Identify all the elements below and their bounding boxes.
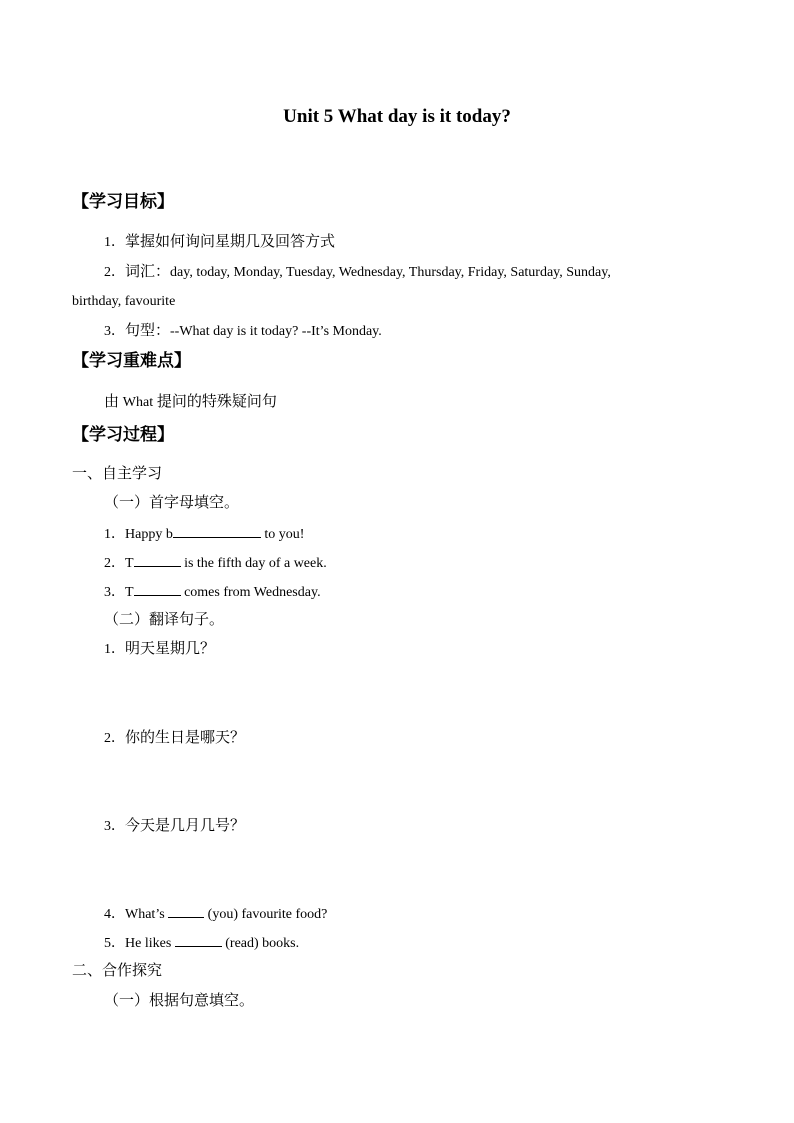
answer-blank xyxy=(168,905,204,918)
goal-item-3-number: 3． xyxy=(104,324,125,339)
fill-item-3: 3．T comes from Wednesday. xyxy=(104,585,321,600)
goal-item-1-text: 掌握如何询问星期几及回答方式 xyxy=(125,234,336,250)
goals-heading: 【学习目标】 xyxy=(72,192,174,211)
answer-blank xyxy=(134,554,181,567)
answer-blank xyxy=(175,934,222,947)
goal-item-1 xyxy=(104,233,335,252)
goal-item-3 xyxy=(104,322,382,341)
page-title: Unit 5 What day is it today? xyxy=(283,106,511,127)
answer-blank xyxy=(173,525,261,538)
goal-item-2-vocab-line-2: birthday, favourite xyxy=(72,294,176,309)
process-heading: 【学习过程】 xyxy=(72,425,174,444)
goal-item-2 xyxy=(104,263,611,282)
key-points-text: 由 What 提问的特殊疑问句 xyxy=(104,394,277,410)
translate-item-2: 2．你的生日是哪天？ xyxy=(104,730,246,746)
goal-item-1-number: 1． xyxy=(104,235,125,250)
subsection-1-title: （一）首字母填空。 xyxy=(104,495,240,511)
goal-item-2-number: 2． xyxy=(104,265,125,280)
goal-item-2-prefix: 词汇： xyxy=(125,264,171,280)
section-1-title: 一、自主学习 xyxy=(72,466,163,482)
translate-item-1: 1．明天星期几？ xyxy=(104,641,216,657)
subsection-3-title: （一）根据句意填空。 xyxy=(104,993,255,1009)
translate-item-3: 3．今天是几月几号？ xyxy=(104,818,246,834)
key-points-heading: 【学习重难点】 xyxy=(72,351,191,370)
goal-item-3-text: --What day is it today? --It’s Monday. xyxy=(170,324,382,339)
fill-item-1: 1．Happy b to you! xyxy=(104,527,305,542)
subsection-2-title: （二）翻译句子。 xyxy=(104,612,225,628)
fill-item-2: 2．T is the fifth day of a week. xyxy=(104,556,327,571)
answer-blank xyxy=(134,583,181,596)
translate-item-5: 5．He likes (read) books. xyxy=(104,936,300,951)
translate-item-4: 4．What’s (you) favourite food? xyxy=(104,907,328,922)
section-2-title: 二、合作探究 xyxy=(72,963,163,979)
goal-item-2-vocab-line-1: day, today, Monday, Tuesday, Wednesday, Thursday, Friday, Saturday, Sunday, xyxy=(170,265,611,280)
goal-item-3-prefix: 句型： xyxy=(125,323,171,339)
